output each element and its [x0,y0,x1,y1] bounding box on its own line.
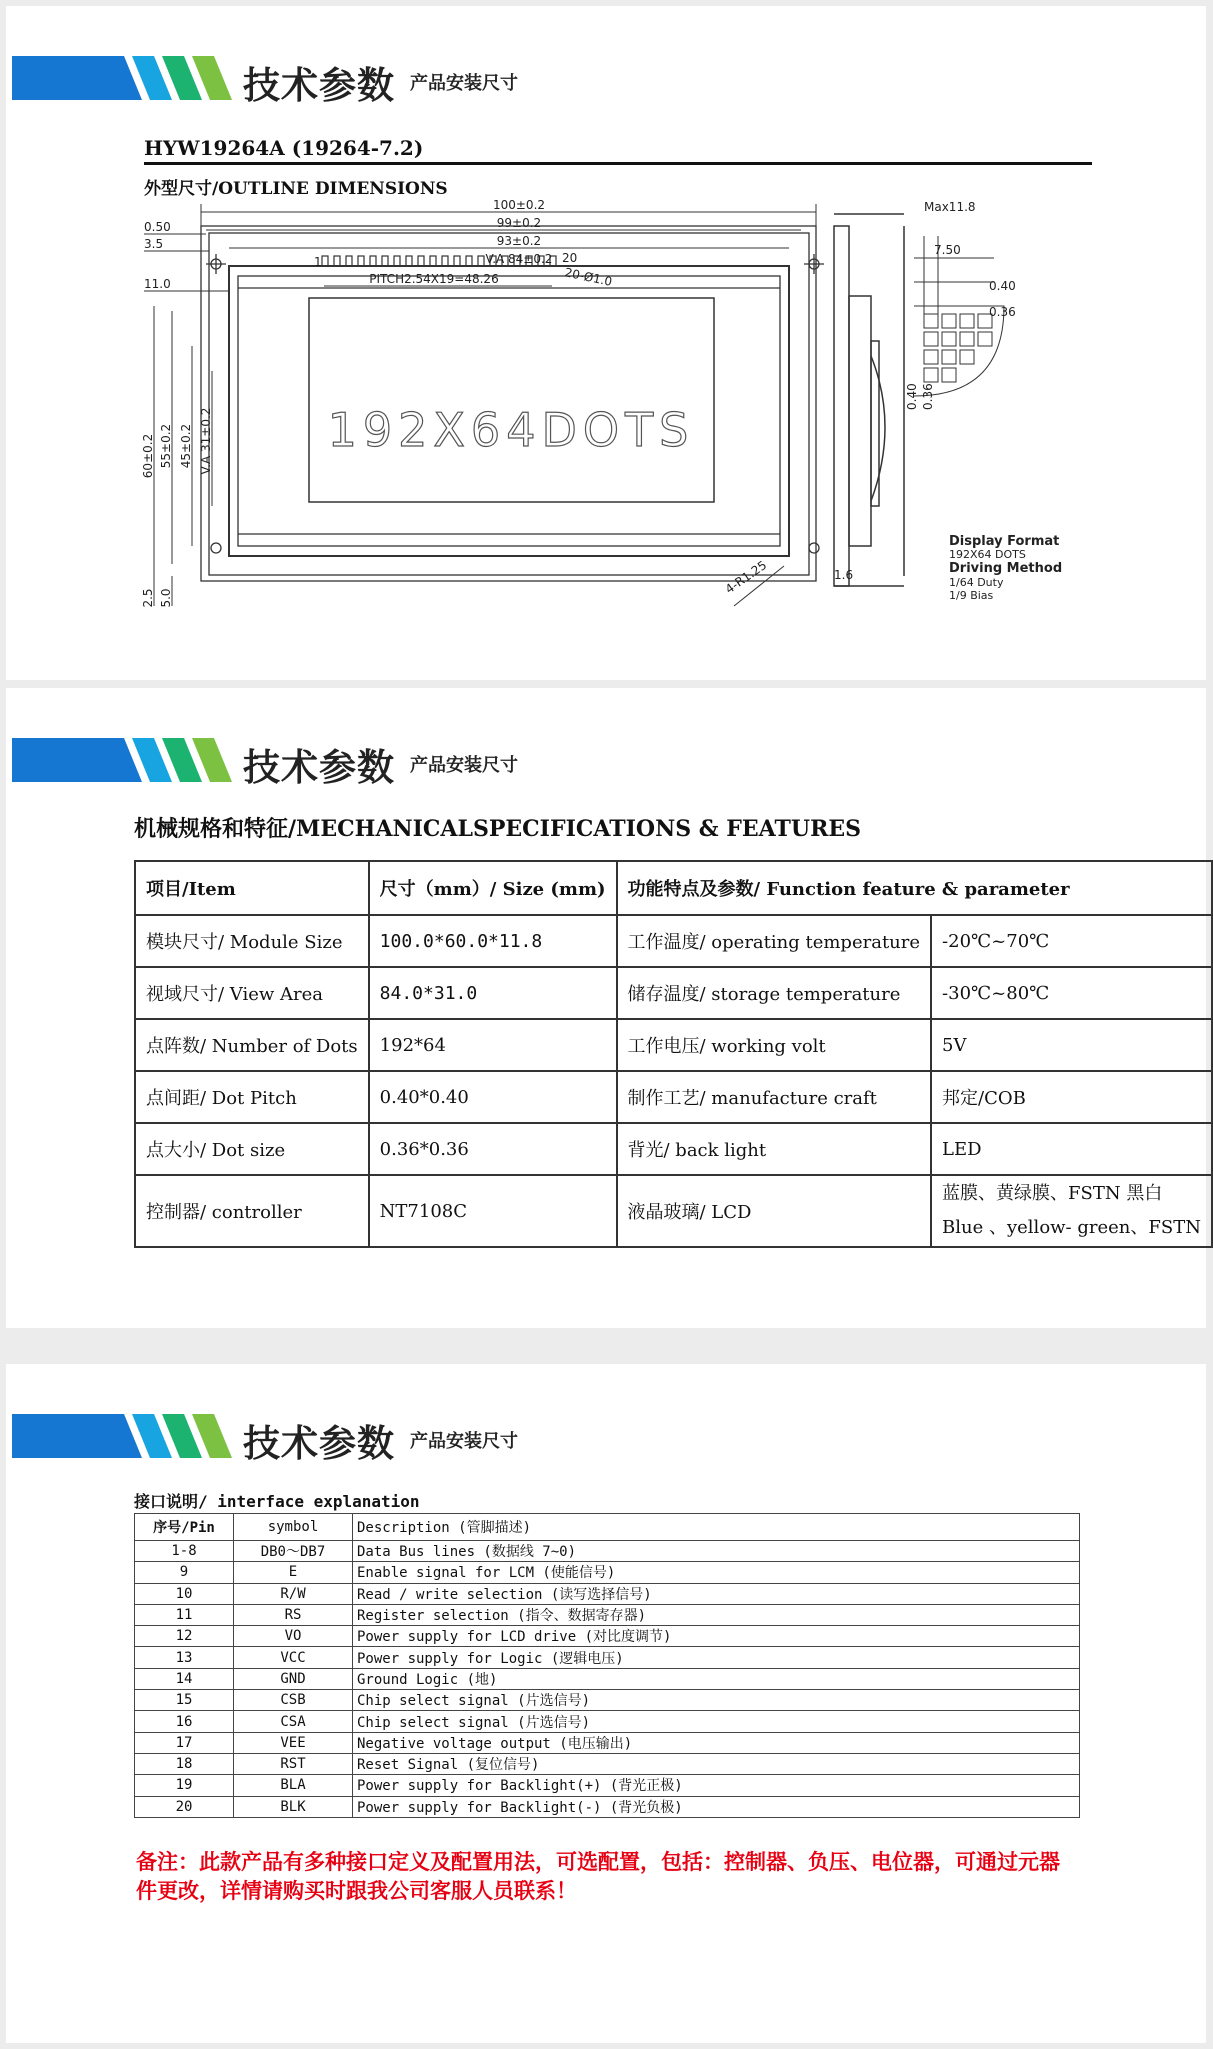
pin-number: 13 [135,1647,234,1668]
interface-table [134,1513,1080,1818]
format-value: 192X64 DOTS [949,548,1026,561]
spec-header-feature: 功能特点及参数/ Function feature & parameter [617,861,1212,915]
pin-number: 20 [135,1796,234,1817]
pin-symbol: DB0～DB7 [234,1541,353,1562]
pin-number: 15 [135,1690,234,1711]
pin-number: 9 [135,1562,234,1583]
pin-description: Negative voltage output (电压输出) [353,1732,1080,1753]
table-row [135,1668,1080,1689]
spec-feature: 工作温度/ operating temperature [617,915,932,967]
spec-param: -30℃~80℃ [931,967,1212,1019]
pin-description: Reset Signal (复位信号) [353,1753,1080,1774]
pin-number: 19 [135,1775,234,1796]
driving-heading: Driving Method [949,561,1063,576]
table-row [135,1711,1080,1732]
format-heading: Display Format [949,534,1060,549]
spec-size: 100.0*60.0*11.8 [369,915,617,967]
pin-description: Ground Logic (地) [353,1668,1080,1689]
outline-panel [6,6,1206,680]
pin-symbol: VO [234,1626,353,1647]
spec-header-row [135,861,1212,915]
spec-feature: 工作电压/ working volt [617,1019,932,1071]
table-row [135,1604,1080,1625]
dim-036: 0.36 [989,305,1016,319]
table-row [135,1562,1080,1583]
pin-description: Chip select signal (片选信号) [353,1711,1080,1732]
dim-040: 0.40 [989,279,1016,293]
spec-item: 点间距/ Dot Pitch [135,1071,369,1123]
section-header [12,56,572,107]
spec-title: 机械规格和特征/MECHANICALSPECIFICATIONS & FEATURES [134,816,862,842]
dim-050: 0.50 [144,220,171,234]
pin-symbol: CSB [234,1690,353,1711]
table-row [135,1583,1080,1604]
pin-1-label: 1 [314,255,322,269]
spec-size: NT7108C [369,1175,617,1247]
pin-description: Register selection (指令、数据寄存器) [353,1604,1080,1625]
header-stripes [12,738,232,782]
dim-036-v: 0.36 [921,383,935,410]
spec-item: 模块尺寸/ Module Size [135,915,369,967]
pin-description: Power supply for Backlight(+) (背光正极) [353,1775,1080,1796]
interface-header-symbol: symbol [234,1514,353,1541]
header-stripes [12,1414,232,1458]
pin-number: 10 [135,1583,234,1604]
dim-height-60: 60±0.2 [141,433,155,479]
header-subtitle: 产品安装尺寸 [410,73,518,94]
dim-25: 2.5 [141,588,155,608]
dim-750: 7.50 [934,243,961,257]
dim-040-v: 0.40 [905,383,919,410]
pin-number: 17 [135,1732,234,1753]
pin-symbol: BLA [234,1775,353,1796]
table-row [135,1753,1080,1774]
interface-panel [6,1364,1206,2043]
pin-description: Chip select signal (片选信号) [353,1690,1080,1711]
dim-max-118: Max11.8 [924,200,976,214]
header-subtitle: 产品安装尺寸 [410,755,518,776]
spec-param-line2: Blue 、yellow- green、FSTN [942,1217,1201,1238]
pin-description: Power supply for Logic (逻辑电压) [353,1647,1080,1668]
spec-size: 192*64 [369,1019,617,1071]
dim-16: 1.6 [834,568,854,582]
table-row [135,1647,1080,1668]
interface-header-row [135,1514,1080,1541]
table-row [135,1626,1080,1647]
pin-number: 18 [135,1753,234,1774]
holes-label: 20-Ø1.0 [563,265,614,289]
pin-description: Power supply for LCD drive (对比度调节) [353,1626,1080,1647]
spec-table [134,860,1213,1248]
table-row [135,967,1212,1019]
table-row [135,1541,1080,1562]
spec-param: LED [931,1123,1212,1175]
spec-param-line1: 蓝膜、黄绿膜、FSTN 黑白 [942,1183,1163,1204]
pin-symbol: VEE [234,1732,353,1753]
pin-20-label: 20 [562,251,578,265]
spec-param: 5V [931,1019,1212,1071]
pin-symbol: RS [234,1604,353,1625]
interface-header-desc: Description (管脚描述) [353,1514,1080,1541]
pin-description: Enable signal for LCM (使能信号) [353,1562,1080,1583]
header-title: 技术参数 [243,746,395,789]
spec-param: -20℃~70℃ [931,915,1212,967]
spec-item: 视域尺寸/ View Area [135,967,369,1019]
spec-feature: 背光/ back light [617,1123,932,1175]
header-subtitle: 产品安装尺寸 [410,1431,518,1452]
duty-value: 1/64 Duty [949,576,1004,589]
dim-height-55: 55±0.2 [159,423,173,469]
display-text: 192X64DOTS [327,403,695,457]
outline-drawing [141,196,1084,616]
pin-symbol: VCC [234,1647,353,1668]
section-header [12,1414,572,1465]
header-title: 技术参数 [243,1422,395,1465]
spec-item: 控制器/ controller [135,1175,369,1247]
dim-50: 5.0 [159,588,173,608]
dim-pitch: PITCH2.54X19=48.26 [369,272,499,286]
table-row [135,915,1212,967]
dim-width-99: 99±0.2 [496,216,542,230]
spec-feature: 液晶玻璃/ LCD [617,1175,932,1247]
title-rule [144,162,1092,165]
pin-number: 11 [135,1604,234,1625]
pin-description: Read / write selection (读写选择信号) [353,1583,1080,1604]
spec-feature: 储存温度/ storage temperature [617,967,932,1019]
spec-header-item: 项目/Item [135,861,369,915]
dim-110: 11.0 [144,277,171,291]
table-row [135,1019,1212,1071]
pin-symbol: R/W [234,1583,353,1604]
spec-item: 点大小/ Dot size [135,1123,369,1175]
spec-feature: 制作工艺/ manufacture craft [617,1071,932,1123]
header-stripes [12,56,232,100]
table-row [135,1775,1080,1796]
spec-item: 点阵数/ Number of Dots [135,1019,369,1071]
dim-va-31: V.A 31±0.2 [199,407,213,475]
spec-size: 84.0*31.0 [369,967,617,1019]
view-area [309,298,714,502]
pin-symbol: RST [234,1753,353,1774]
pin-number: 12 [135,1626,234,1647]
header-title: 技术参数 [243,64,395,107]
pin-number: 14 [135,1668,234,1689]
interface-header-pin: 序号/Pin [135,1514,234,1541]
side-view [834,214,904,586]
interface-title: 接口说明/ interface explanation [134,1492,420,1511]
dim-35: 3.5 [144,237,164,251]
dim-width-93: 93±0.2 [496,234,542,248]
pin-symbol: CSA [234,1711,353,1732]
dim-width-100: 100±0.2 [492,198,546,212]
dim-height-45: 45±0.2 [179,423,193,469]
spec-size: 0.36*0.36 [369,1123,617,1175]
pin-symbol: BLK [234,1796,353,1817]
table-row [135,1732,1080,1753]
spec-param [931,1175,1212,1247]
pin-number: 1-8 [135,1541,234,1562]
spec-header-size: 尺寸（mm）/ Size (mm) [369,861,617,915]
table-row [135,1796,1080,1817]
note-text: 备注：此款产品有多种接口定义及配置用法，可选配置，包括：控制器、负压、电位器，可通过元器件更改，详情请购买时跟我公司客服人员联系！ [136,1850,1060,1903]
spec-size: 0.40*0.40 [369,1071,617,1123]
dim-va-84: V.A 84±0.2 [485,252,553,266]
table-row [135,1690,1080,1711]
pin-symbol: GND [234,1668,353,1689]
bias-value: 1/9 Bias [949,589,994,602]
spec-param: 邦定/COB [931,1071,1212,1123]
outline-subtitle: 外型尺寸/OUTLINE DIMENSIONS [144,179,448,199]
table-row [135,1123,1212,1175]
table-row [135,1175,1212,1247]
pin-symbol: E [234,1562,353,1583]
spec-panel [6,688,1206,1328]
pin-number: 16 [135,1711,234,1732]
table-row [135,1071,1212,1123]
radius-label: 4-R1.25 [722,558,770,597]
model-title: HYW19264A (19264-7.2) [144,136,424,160]
pin-description: Power supply for Backlight(-) (背光负极) [353,1796,1080,1817]
pin-description: Data Bus lines (数据线 7~0) [353,1541,1080,1562]
section-header [12,738,572,789]
